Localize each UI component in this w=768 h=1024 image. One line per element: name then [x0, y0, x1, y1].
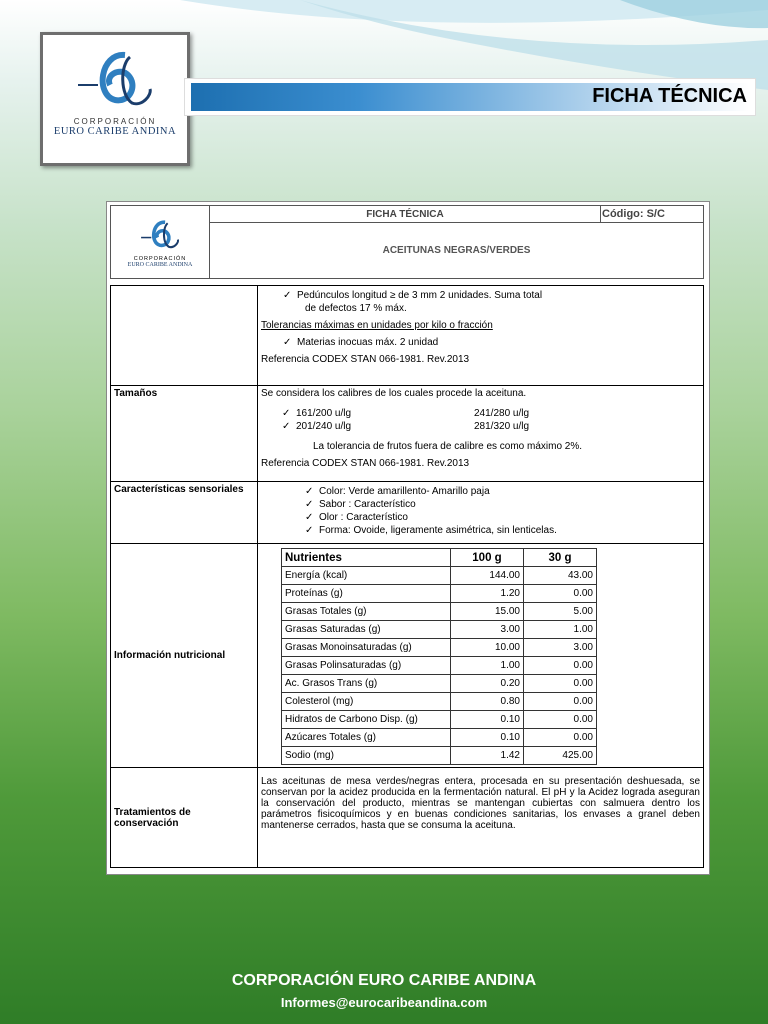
- nutrition-header-100g: 100 g: [451, 549, 524, 567]
- value-30g: 0.00: [524, 675, 597, 693]
- nutrition-table: [281, 548, 597, 765]
- row-tratamientos: [111, 768, 704, 868]
- sheet-title: FICHA TÉCNICA: [210, 206, 601, 223]
- value-100g: 15.00: [451, 603, 524, 621]
- footer-email[interactable]: Informes@eurocaribeandina.com: [280, 995, 488, 1010]
- nutrient-name: Sodio (mg): [282, 747, 451, 765]
- nutrition-row: [282, 657, 597, 675]
- value-100g: 3.00: [451, 621, 524, 639]
- value-100g: 1.00: [451, 657, 524, 675]
- sensorial-sabor: Sabor : Característico: [319, 499, 416, 510]
- row-sensoriales: Características sensoriales ✓ Color: Verde amarillento- Amarillo paja ✓ Sabor : Característico ✓ Olor : Característico ✓ Forma: Ovoide, ligeramente asimétrica, sin lenticelas.: [111, 482, 704, 544]
- nutrient-name: Proteínas (g): [282, 585, 451, 603]
- nutricional-label: Información nutricional: [111, 544, 258, 768]
- page-title: FICHA TÉCNICA: [592, 85, 747, 107]
- sensorial-color: Color: Verde amarillento- Amarillo paja: [319, 486, 490, 497]
- calibre-4: 281/320 u/lg: [474, 421, 530, 432]
- nutrient-name: Grasas Monoinsaturadas (g): [282, 639, 451, 657]
- nutrition-row: [282, 567, 597, 585]
- defect-item-1: Pedúnculos longitud ≥ de 3 mm 2 unidades. Suma total: [297, 290, 543, 301]
- sheet-logo: [111, 206, 210, 279]
- nutrition-header: [282, 549, 597, 567]
- logo-text-line2: EURO CARIBE ANDINA: [53, 126, 177, 137]
- value-30g: 0.00: [524, 657, 597, 675]
- nutrient-name: Azúcares Totales (g): [282, 729, 451, 747]
- value-100g: 1.20: [451, 585, 524, 603]
- nutrient-name: Colesterol (mg): [282, 693, 451, 711]
- nutrition-row: [282, 693, 597, 711]
- sheet-header: [110, 205, 704, 279]
- row-defectos: [111, 286, 704, 386]
- tamanos-intro: Se considera los calibres de los cuales procede la aceituna.: [261, 388, 527, 399]
- nutrition-header-name: Nutrientes: [282, 549, 451, 567]
- value-100g: 1.42: [451, 747, 524, 765]
- tamanos-label: Tamaños: [111, 386, 258, 482]
- value-100g: 0.80: [451, 693, 524, 711]
- tratamientos-text: Las aceitunas de mesa verdes/negras entera, procesada en su presentación deshuesada, se conservan por la acidez producida en la fermentación natural. El pH y la Acidez lograda aseguran la conservación del producto, mientras se mantengan cubiertas con salmuera dentro los parámetros fisicoquímicos y en buenas condiciones sanitarias, los envases a granel deben mantenerse cerrados, hasta que se consuma la aceituna.: [258, 768, 704, 868]
- nutrient-name: Ac. Grasos Trans (g): [282, 675, 451, 693]
- value-30g: 5.00: [524, 603, 597, 621]
- nutrition-row: [282, 729, 597, 747]
- value-30g: 425.00: [524, 747, 597, 765]
- sheet-body: [110, 285, 704, 868]
- calibres: ✓ 161/200 u/lg 241/280 u/lg ✓ 201/240 u/lg 281/320 u/lg: [282, 408, 530, 432]
- tratamientos-label: Tratamientos de conservación: [111, 768, 258, 868]
- value-30g: 43.00: [524, 567, 597, 585]
- sheet-product: ACEITUNAS NEGRAS/VERDES: [210, 223, 704, 279]
- nutrition-row: [282, 639, 597, 657]
- check-icon: ✓: [283, 290, 292, 301]
- nutrition-row: [282, 747, 597, 765]
- nutrient-name: Grasas Polinsaturadas (g): [282, 657, 451, 675]
- defect-reference: Referencia CODEX STAN 066-1981. Rev.2013: [261, 354, 470, 365]
- value-30g: 0.00: [524, 693, 597, 711]
- nutrition-row: [282, 675, 597, 693]
- logo-mark-icon: [70, 45, 160, 115]
- sheet-code: Código: S/C: [601, 206, 704, 223]
- title-bar: [184, 78, 756, 116]
- technical-sheet: [106, 201, 710, 875]
- tolerancias-heading: Tolerancias máximas en unidades por kilo o fracción: [261, 320, 493, 331]
- value-30g: 0.00: [524, 585, 597, 603]
- footer-company: CORPORACIÓN EURO CARIBE ANDINA: [231, 972, 537, 989]
- calibre-1: 161/200 u/lg: [296, 408, 352, 419]
- nutrition-row: [282, 621, 597, 639]
- nutrition-row: [282, 585, 597, 603]
- value-100g: 0.20: [451, 675, 524, 693]
- nutrition-row: [282, 603, 597, 621]
- sensorial-olor: Olor : Característico: [319, 512, 408, 523]
- nutrition-row: [282, 711, 597, 729]
- sheet-logo-line2: EURO CARIBE ANDINA: [127, 261, 193, 268]
- value-30g: 3.00: [524, 639, 597, 657]
- value-100g: 10.00: [451, 639, 524, 657]
- row-tamanos: [111, 386, 704, 482]
- logo-text-line1: CORPORACIÓN: [73, 117, 157, 126]
- value-30g: 1.00: [524, 621, 597, 639]
- nutrient-name: Grasas Totales (g): [282, 603, 451, 621]
- nutrient-name: Hidratos de Carbono Disp. (g): [282, 711, 451, 729]
- value-100g: 0.10: [451, 711, 524, 729]
- nutrient-name: Energía (kcal): [282, 567, 451, 585]
- defect-item-2: Materias inocuas máx. 2 unidad: [297, 337, 439, 348]
- calibre-3: 201/240 u/lg: [296, 421, 352, 432]
- nutrient-name: Grasas Saturadas (g): [282, 621, 451, 639]
- calibre-tolerance: La tolerancia de frutos fuera de calibre es como máximo 2%.: [313, 441, 583, 452]
- check-icon: ✓: [283, 337, 292, 348]
- company-logo: [40, 32, 190, 166]
- row-nutricional: [111, 544, 704, 768]
- sensoriales-label: Características sensoriales: [111, 482, 258, 544]
- sheet-logo-line1: CORPORACIÓN: [133, 255, 187, 262]
- value-30g: 0.00: [524, 711, 597, 729]
- logo-mark-icon: [137, 217, 183, 253]
- tamanos-reference: Referencia CODEX STAN 066-1981. Rev.2013: [261, 458, 470, 469]
- defect-item-1b: de defectos 17 % máx.: [305, 303, 407, 314]
- value-100g: 0.10: [451, 729, 524, 747]
- sensorial-forma: Forma: Ovoide, ligeramente asimétrica, sin lenticelas.: [319, 525, 557, 536]
- value-100g: 144.00: [451, 567, 524, 585]
- nutrition-header-30g: 30 g: [524, 549, 597, 567]
- calibre-2: 241/280 u/lg: [474, 408, 530, 419]
- value-30g: 0.00: [524, 729, 597, 747]
